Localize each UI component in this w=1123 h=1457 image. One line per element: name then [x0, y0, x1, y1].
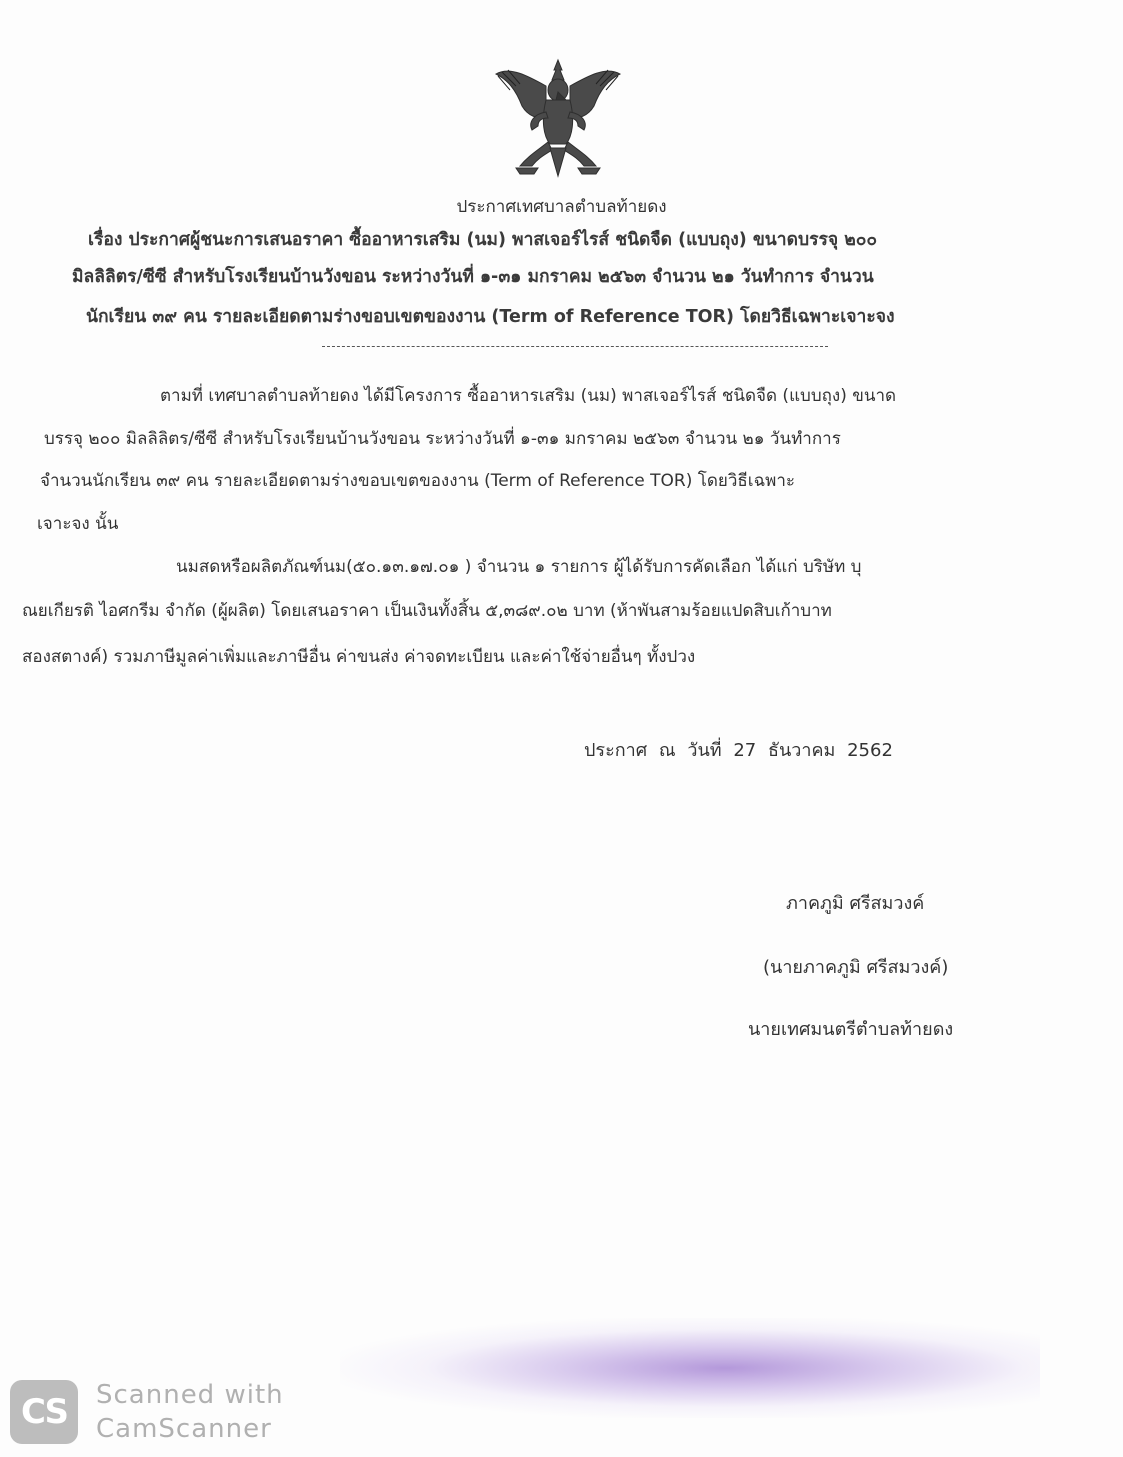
- paragraph-1-line-1: ตามที่ เทศบาลตำบลท้ายดง ได้มีโครงการ ซื้ออาหารเสริม (นม) พาสเจอร์ไรส์ ชนิดจืด (แบบถุง) ขนาด: [160, 386, 897, 406]
- signature-position: นายเทศมนตรีตำบลท้ายดง: [748, 1019, 954, 1040]
- signature-full-name: (นายภาคภูมิ ศรีสมวงค์): [763, 957, 949, 978]
- camscanner-logo-icon: CS: [10, 1380, 78, 1444]
- paragraph-2-line-1: นมสดหรือผลิตภัณฑ์นม(๕๐.๑๓.๑๗.๐๑ ) จำนวน ๑ รายการ ผู้ได้รับการคัดเลือก ได้แก่ บริษัท บุ: [176, 557, 862, 577]
- document-title: ประกาศเทศบาลตำบลท้ายดง: [456, 197, 667, 217]
- watermark-line-2: CamScanner: [96, 1414, 272, 1444]
- paragraph-2-line-2: ณยเกียรติ ไอศกรีม จำกัด (ผู้ผลิต) โดยเสนอราคา เป็นเงินทั้งสิ้น ๕,๓๘๙.๐๒ บาท (ห้าพันสามร้อยแปดสิบเก้าบาท: [22, 601, 832, 621]
- announcement-date: ประกาศ ณ วันที่ 27 ธันวาคม 2562: [584, 740, 893, 761]
- subject-line-1: เรื่อง ประกาศผู้ชนะการเสนอราคา ซื้ออาหารเสริม (นม) พาสเจอร์ไรส์ ชนิดจืด (แบบถุง) ขนาดบรรจุ ๒๐๐: [88, 230, 878, 250]
- paragraph-1-line-3: จำนวนนักเรียน ๓๙ คน รายละเอียดตามร่างขอบเขตของงาน (Term of Reference TOR) โดยวิธีเฉพาะ: [40, 471, 796, 491]
- garuda-emblem-icon: [488, 56, 628, 180]
- paragraph-2-line-3: สองสตางค์) รวมภาษีมูลค่าเพิ่มและภาษีอื่น ค่าขนส่ง ค่าจดทะเบียน และค่าใช้จ่ายอื่นๆ ทั้งปวง: [22, 647, 696, 667]
- signature-name: ภาคภูมิ ศรีสมวงค์: [786, 893, 925, 914]
- paragraph-1-line-4: เจาะจง นั้น: [37, 514, 119, 534]
- dashed-divider: [322, 346, 828, 347]
- paragraph-1-line-2: บรรจุ ๒๐๐ มิลลิลิตร/ซีซี สำหรับโรงเรียนบ้านวังขอน ระหว่างวันที่ ๑-๓๑ มกราคม ๒๕๖๓ จำนวน ๒๑ วันทำการ: [44, 429, 841, 449]
- subject-line-3: นักเรียน ๓๙ คน รายละเอียดตามร่างขอบเขตของงาน (Term of Reference TOR) โดยวิธีเฉพาะเจาะจง: [86, 307, 895, 327]
- watermark-line-1: Scanned with: [96, 1380, 284, 1410]
- ink-smudge: [340, 1318, 1040, 1418]
- subject-line-2: มิลลิลิตร/ซีซี สำหรับโรงเรียนบ้านวังขอน ระหว่างวันที่ ๑-๓๑ มกราคม ๒๕๖๓ จำนวน ๒๑ วันทำการ จำนวน: [72, 267, 874, 287]
